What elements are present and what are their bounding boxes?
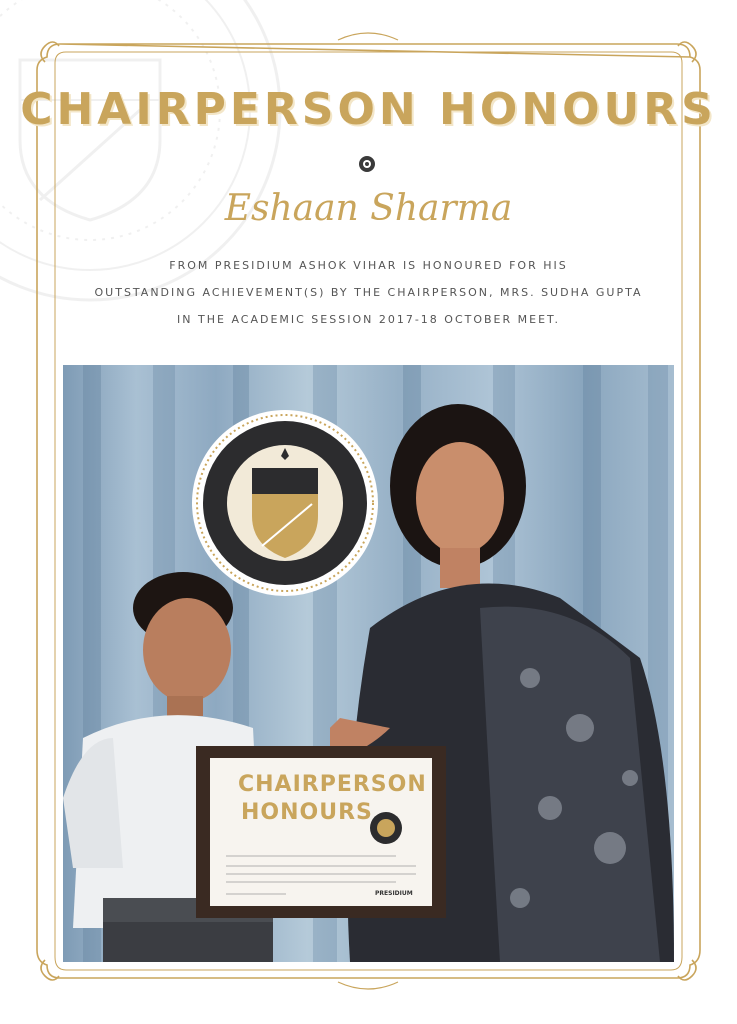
description-line: IN THE ACADEMIC SESSION 2017-18 OCTOBER MEET. bbox=[177, 313, 560, 326]
certificate-title-line2: HONOURS bbox=[241, 800, 373, 825]
chairperson-honours-badge-icon bbox=[190, 408, 380, 598]
description-line: FROM PRESIDIUM ASHOK VIHAR IS HONOURED FOR HIS bbox=[169, 259, 568, 272]
honour-description bbox=[60, 252, 677, 333]
rosette-ornament-icon bbox=[357, 154, 377, 174]
certificate-title-line1: CHAIRPERSON bbox=[238, 772, 427, 797]
certificate-brand: PRESIDIUM bbox=[375, 890, 413, 897]
description-line: OUTSTANDING ACHIEVEMENT(S) BY THE CHAIRPERSON, MRS. SUDHA GUPTA bbox=[94, 286, 643, 299]
student-name: Eshaan Sharma bbox=[224, 188, 513, 229]
page-title: CHAIRPERSON HONOURS bbox=[20, 84, 717, 135]
